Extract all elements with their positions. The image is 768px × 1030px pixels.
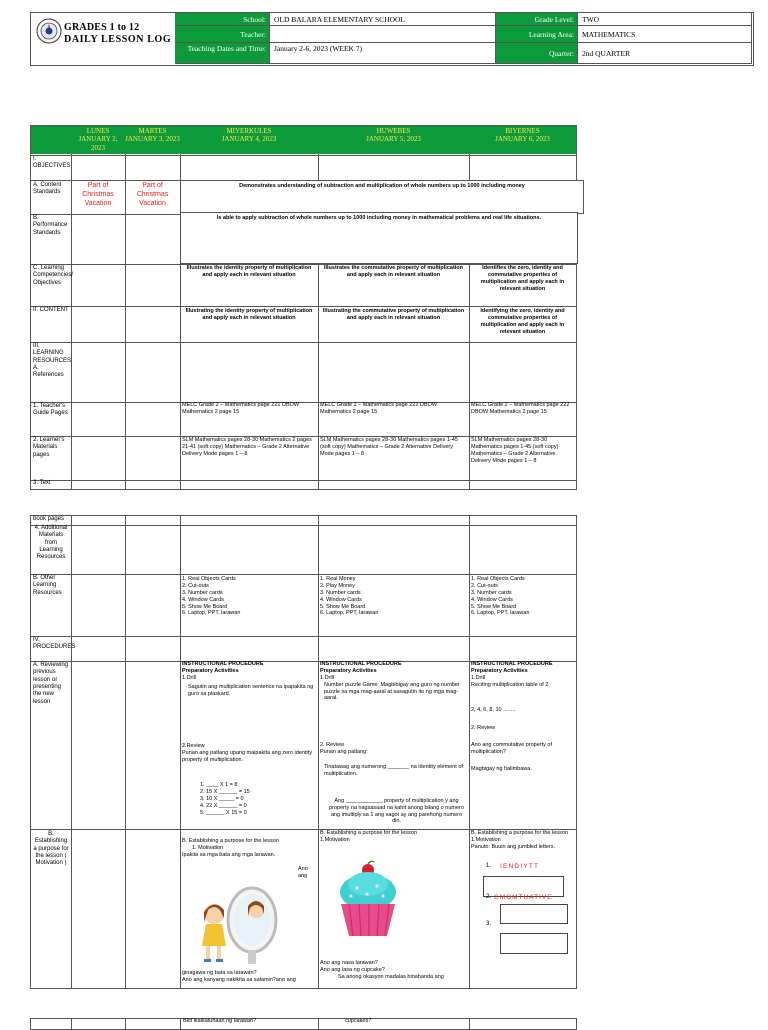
row-additional: 4. Additional Materials from Learning Resources bbox=[34, 525, 68, 561]
jumble-number-1: 1. bbox=[486, 863, 492, 869]
row-book-pages: book pages bbox=[33, 516, 65, 522]
tg-fri: MELC Grade 2 – Mathematics page 222 DBOW Mathematics 2 page 15 bbox=[471, 402, 570, 415]
row-competencies: C. Learning Competencies/ Objectives bbox=[33, 265, 74, 286]
school-value: OLD BALARA ELEMENTARY SCHOOL bbox=[270, 13, 496, 26]
footer-thu: cupcakes? bbox=[345, 1018, 372, 1024]
row-objectives: I. OBJECTIVES bbox=[33, 156, 71, 170]
other-res-fri: 1. Real Objects Cards 2. Cut-outs 3. Number cards 4. Window Cards 5. Show Me Board 6. Laptop, PPT, larawan bbox=[471, 576, 530, 617]
teacher-label: Teacher: bbox=[175, 26, 270, 43]
jumble-word-2: CMOMTUATIVE bbox=[494, 894, 553, 901]
answer-box-3[interactable] bbox=[500, 933, 568, 954]
jumble-word-1: IENDIYTT bbox=[500, 863, 540, 870]
brand-line-1: GRADES 1 to 12 bbox=[64, 22, 140, 33]
grade-label: Grade Level: bbox=[496, 13, 578, 26]
purpose-fri: B. Establishing a purpose for the lesson 1.Motivation Panuto: Buuin ang jumbled letters. bbox=[471, 830, 568, 850]
review-fri: INSTRUCTIONAL PROCEDURE Preparatory Activities 1.Drill Reciting multiplication table of 2 2, 4, 6, 8, 10 ........ 2. Review Ano ang commutative property of multiplication? Magbigay ng halimbawa. bbox=[471, 661, 553, 772]
row-reviewing: A. Reviewing previous lesson or presenting the new lesson bbox=[33, 662, 69, 705]
purpose-wed: B. Establishing a purpose for the lesson 1. Motivation Ipakita sa mga bata ang mga larawan. bbox=[182, 838, 279, 858]
row-content-standards: A. Content Standards bbox=[33, 182, 62, 196]
corner-header bbox=[31, 126, 71, 154]
lm-thu: SLM Mathematics pages 28-30 Mathematics pages 1-45 (soft copy) Mathematics – Grade 2 Alternative Delivery Mode pages 1 – 8 bbox=[320, 437, 458, 457]
header-brand bbox=[30, 12, 175, 64]
girl-mirror-illustration bbox=[190, 880, 280, 970]
other-res-wed: 1. Real Objects Cards 2. Cut-outs 3. Number cards 4. Window Cards 5. Show Me Board 6. Laptop, PPT, larawan bbox=[182, 576, 241, 617]
school-label: School: bbox=[175, 13, 270, 26]
lm-wed: SLM Mathematics pages 28-30 Mathematics 2 pages 21-41 (soft copy) Mathematics – Grade 2 Alternative Delivery Mode pages 1 – 8 bbox=[182, 437, 312, 457]
lm-fri: SLM Mathematics pages 28-30 Mathematics pages 1-45 (soft copy) Mathematics – Grade 2 Alternative Delivery Mode pages 1 – 8 bbox=[471, 437, 559, 464]
day-header-thu: HUWEBES JANUARY 5, 2023 bbox=[318, 126, 469, 154]
purpose-thu-questions: Ano ang nasa larawan? Ano ang lasa ng cupcake? Sa anong okasyon madalas hinahanda ang bbox=[320, 960, 444, 980]
day-header-tue: MARTES JANUARY 3, 2023 bbox=[125, 126, 180, 154]
row-procedures: IV. PROCEDURES bbox=[33, 637, 76, 651]
row-other-resources: B. Other Learning Resources bbox=[33, 575, 62, 596]
tg-thu: MELC Grade 2 – Mathematics page 222 DBOW Mathematics 2 page 15 bbox=[320, 402, 438, 415]
row-purpose: B. Establishing a purpose for the lesson ( Motivation ) bbox=[33, 831, 69, 867]
footer-wed: Bkit ikaikatuhaan ng larawan? bbox=[183, 1018, 257, 1024]
performance-standard-box: Is able to apply subtraction of whole numbers up to 1000 including money in mathematical problems and real life situations. bbox=[180, 212, 578, 264]
competency-thu: Illustrates the commutative property of multiplication and apply each in relevant situation bbox=[323, 265, 464, 278]
row-content: II. CONTENT bbox=[33, 307, 69, 313]
deped-seal-icon bbox=[36, 18, 62, 44]
day-header-mon: LUNES JANUARY 2, 2023 bbox=[71, 126, 125, 154]
jumble-number-2: 2. bbox=[486, 894, 492, 900]
mon-vacation: Part of Christmas Vacation bbox=[82, 182, 114, 208]
cupcake-illustration bbox=[333, 860, 403, 940]
purpose-wed-questions: ginagawa ng bata sa larawan? Ano ang kanyang nakikita sa salamin?ano ang bbox=[182, 970, 296, 983]
row-tg-pages: 1. Teacher's Guide Pages bbox=[33, 403, 68, 417]
jumble-number-3: 3. bbox=[486, 921, 492, 927]
review-wed: INSTRUCTIONAL PROCEDURE Preparatory Activities 1.Drill Sagutin ang multiplication sentence na ipapakita ng guro sa plaskard. 2.Review Punan ang patlang upang maipakita ang zero identity property of multiplication. 1. ____ X 1 = 8 2. 15 X ______ = 15 3. 10 X _____ = 0 4. 22 X ______ = 0 5. ______ X 15 = 0 bbox=[182, 661, 314, 816]
content-thu: Illustrating the commutative property of multiplication and apply each in relevant situation bbox=[322, 308, 465, 321]
brand-line-2: DAILY LESSON LOG bbox=[64, 34, 172, 45]
dates-label: Teaching Dates and Time: bbox=[175, 43, 270, 64]
day-header-fri: BIYERNES JANUARY 6, 2023 bbox=[469, 126, 576, 154]
area-label: Learning Area: bbox=[496, 26, 578, 43]
competency-fri: Identifies the zero, identity and commutative properties of multiplication and apply each in relevant situation bbox=[480, 265, 565, 292]
content-wed: Illustrating the identity property of multiplication and apply each in relevant situation bbox=[185, 308, 313, 321]
grade-value: TWO bbox=[578, 13, 752, 26]
quarter-label: Quarter: bbox=[496, 43, 578, 64]
tue-vacation: Part of Christmas Vacation bbox=[136, 182, 169, 208]
tg-wed: MELC Grade 2 – Mathematics page 221 DBOW Mathematics 2 page 15 bbox=[182, 402, 300, 415]
row-textbook: 3. Text bbox=[33, 480, 51, 486]
row-resources: III. LEARNING RESOURCES A. References bbox=[33, 343, 72, 379]
quarter-value: 2nd QUARTER bbox=[578, 43, 752, 64]
answer-box-2[interactable] bbox=[500, 904, 568, 924]
review-thu: INSTRUCTIONAL PROCEDURE Preparatory Activities 1.Drill Number puzzle Game: Magbibigay ang guro ng number puzzle sa mga mag-aaral at sasagutin ito ng mga mag-aaral. 2. Review Punan ang patlang: Tinatawag ang numerong _______ na identity element of multiplication. Ang ____________ property of multiplication y ang property na nagsasaad na kahit anong bilang o numero ang imultiply sa 1 ang sagot ay ang parehong numero din. bbox=[320, 661, 464, 825]
teacher-value bbox=[270, 26, 496, 43]
competency-wed: Illustrates the identity property of multiplication and apply each in relevant situation bbox=[186, 265, 312, 278]
row-performance-standards: B. Performance Standards bbox=[33, 215, 68, 236]
purpose-thu: B. Establishing a purpose for the lesson 1.Motivation bbox=[320, 830, 417, 843]
content-fri: Identifying the zero, identity and commutative properties of multiplication and apply each in relevant situation bbox=[480, 308, 565, 335]
dates-value: January 2-6, 2023 (WEEK 7) bbox=[270, 43, 496, 64]
content-standard-box: Demonstrates understanding of subtraction and multiplication of whole numbers up to 1000 including money bbox=[180, 180, 584, 214]
area-value: MATHEMATICS bbox=[578, 26, 752, 43]
other-res-thu: 1. Real Money 2. Play Money 3. Number cards 4. Window Cards 5. Show Me Board 6. Laptop, PPT, larawan bbox=[320, 576, 379, 617]
day-header-wed: MIYERKULES JANUARY 4, 2023 bbox=[180, 126, 318, 154]
purpose-wed-side: Ano ang bbox=[298, 866, 308, 879]
row-lm-pages: 2. Learner's Materials pages bbox=[33, 437, 65, 458]
